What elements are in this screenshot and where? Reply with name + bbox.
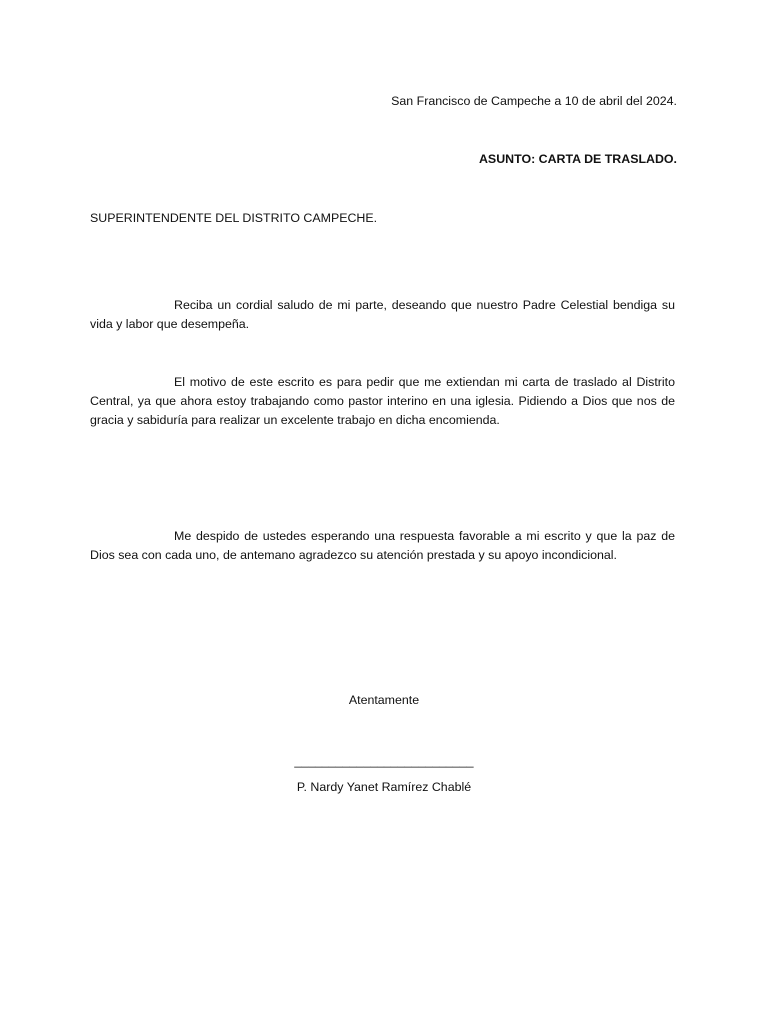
signer-name: P. Nardy Yanet Ramírez Chablé	[296, 780, 472, 794]
request-paragraph: El motivo de este escrito es para pedir que me extiendan mi carta de traslado al Distrito Central, ya que ahora estoy trabajando como pastor interino en una iglesia. Pidiendo a Dios que nos de gracia y sabiduría para realizar un excelente trabajo en dicha encomienda.	[90, 375, 675, 427]
place-date: San Francisco de Campeche a 10 de abril del 2024.	[391, 94, 677, 108]
signature-line: __________________________	[294, 754, 474, 768]
recipient-line: SUPERINTENDENTE DEL DISTRITO CAMPECHE.	[90, 211, 378, 225]
closing-line: Atentamente	[348, 693, 420, 707]
subject-line: ASUNTO: CARTA DE TRASLADO.	[478, 152, 677, 166]
greeting-paragraph: Reciba un cordial saludo de mi parte, deseando que nuestro Padre Celestial bendiga su vida y labor que desempeña.	[90, 298, 675, 331]
farewell-paragraph: Me despido de ustedes esperando una respuesta favorable a mi escrito y que la paz de Dios sea con cada uno, de antemano agradezco su atención prestada y su apoyo incondicional.	[90, 529, 675, 562]
